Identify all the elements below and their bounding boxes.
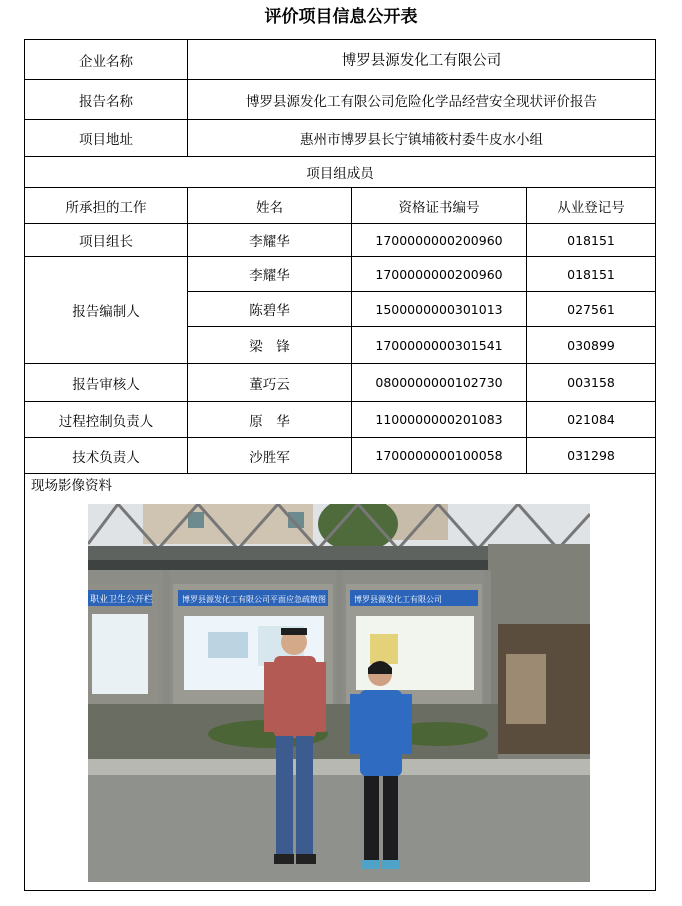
site-photo-illustration bbox=[88, 504, 590, 882]
name-cell: 李耀华 bbox=[188, 224, 352, 257]
sign-text-2: 博罗县源发化工有限公司平面应急疏散图 bbox=[182, 595, 326, 604]
role-cell: 过程控制负责人 bbox=[25, 402, 188, 438]
reg-cell: 021084 bbox=[527, 402, 656, 438]
reg-cell: 018151 bbox=[527, 224, 656, 257]
name-cell: 原 华 bbox=[188, 402, 352, 438]
sign-text-1: 职业卫生公开栏 bbox=[90, 595, 154, 605]
cert-cell: 1700000000301541 bbox=[352, 327, 527, 364]
cert-cell: 1700000000200960 bbox=[352, 224, 527, 257]
reg-cell: 030899 bbox=[527, 327, 656, 364]
address-row bbox=[25, 120, 656, 157]
header-role: 所承担的工作 bbox=[25, 188, 188, 224]
table-row bbox=[25, 224, 656, 257]
page-title: 评价项目信息公开表 bbox=[264, 7, 418, 27]
name-cell: 李耀华 bbox=[188, 257, 352, 292]
cert-cell: 1700000000200960 bbox=[352, 257, 527, 292]
name-cell: 沙胜军 bbox=[188, 438, 352, 474]
company-label: 企业名称 bbox=[25, 40, 188, 80]
members-header-row bbox=[25, 188, 656, 224]
cert-cell: 1100000000201083 bbox=[352, 402, 527, 438]
sign-text-3: 博罗县源发化工有限公司 bbox=[354, 595, 442, 604]
address-value: 惠州市博罗县长宁镇埔筱村委牛皮水小组 bbox=[188, 120, 656, 157]
members-title-row bbox=[25, 157, 656, 188]
header-reg: 从业登记号 bbox=[527, 188, 656, 224]
photo-label: 现场影像资料 bbox=[31, 478, 112, 494]
report-row bbox=[25, 80, 656, 120]
header-cert: 资格证书编号 bbox=[352, 188, 527, 224]
cert-cell: 0800000000102730 bbox=[352, 364, 527, 402]
company-row bbox=[25, 40, 656, 80]
name-cell: 董巧云 bbox=[188, 364, 352, 402]
report-value: 博罗县源发化工有限公司危险化学品经营安全现状评价报告 bbox=[188, 80, 656, 120]
role-cell: 报告编制人 bbox=[25, 257, 188, 364]
role-cell: 技术负责人 bbox=[25, 438, 188, 474]
table-row bbox=[25, 364, 656, 402]
photo-row bbox=[25, 474, 656, 891]
address-label: 项目地址 bbox=[25, 120, 188, 157]
members-title: 项目组成员 bbox=[25, 157, 656, 188]
cert-cell: 1500000000301013 bbox=[352, 292, 527, 327]
name-cell: 陈碧华 bbox=[188, 292, 352, 327]
report-label: 报告名称 bbox=[25, 80, 188, 120]
role-cell: 报告审核人 bbox=[25, 364, 188, 402]
company-value: 博罗县源发化工有限公司 bbox=[188, 40, 656, 80]
reg-cell: 027561 bbox=[527, 292, 656, 327]
role-cell: 项目组长 bbox=[25, 224, 188, 257]
site-photo bbox=[88, 504, 590, 882]
header-name: 姓名 bbox=[188, 188, 352, 224]
reg-cell: 003158 bbox=[527, 364, 656, 402]
info-table bbox=[24, 39, 656, 891]
table-row bbox=[25, 257, 656, 292]
table-row bbox=[25, 402, 656, 438]
table-row bbox=[25, 438, 656, 474]
reg-cell: 018151 bbox=[527, 257, 656, 292]
reg-cell: 031298 bbox=[527, 438, 656, 474]
name-cell: 梁 锋 bbox=[188, 327, 352, 364]
cert-cell: 1700000000100058 bbox=[352, 438, 527, 474]
photo-cell bbox=[25, 474, 656, 891]
